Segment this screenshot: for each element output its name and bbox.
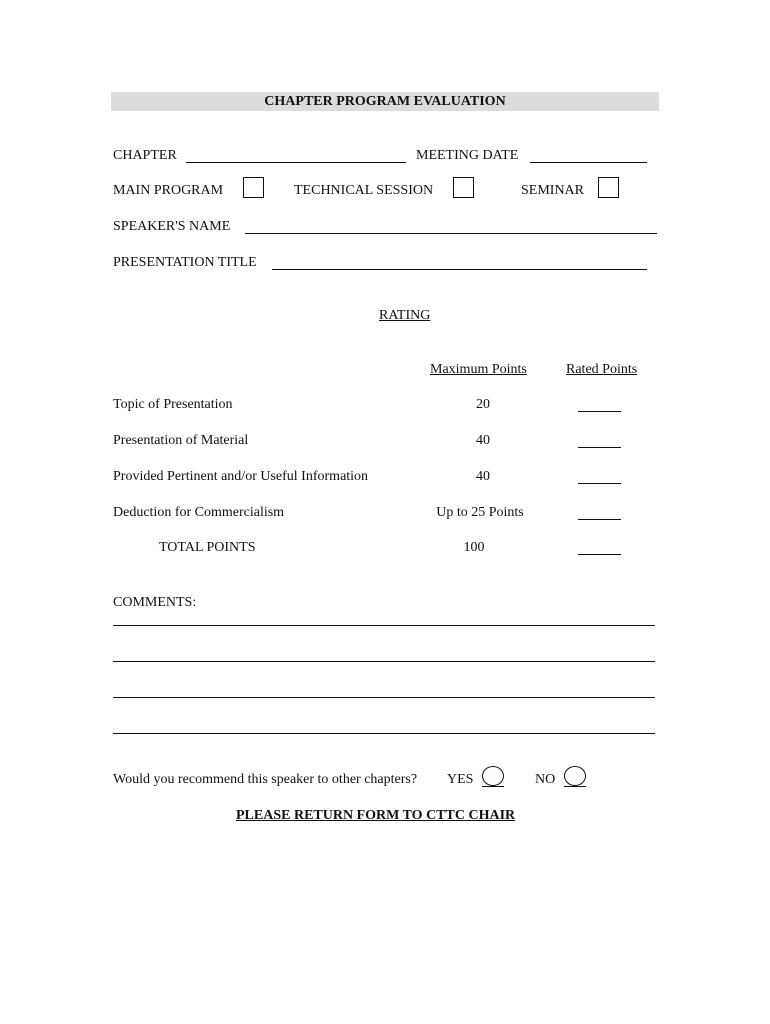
yes-radio[interactable] — [482, 766, 504, 786]
no-radio[interactable] — [564, 766, 586, 786]
row-max-material: 40 — [476, 433, 490, 448]
rated-points-header: Rated Points — [566, 362, 638, 377]
row-rated-total[interactable] — [578, 554, 621, 555]
main-program-checkbox[interactable] — [243, 177, 264, 198]
no-underline — [564, 786, 586, 787]
seminar-label: SEMINAR — [521, 183, 585, 198]
main-program-label: MAIN PROGRAM — [113, 183, 224, 198]
chapter-label: CHAPTER — [113, 148, 177, 163]
technical-session-checkbox[interactable] — [453, 177, 474, 198]
rating-heading: RATING — [379, 308, 431, 323]
max-points-header: Maximum Points — [430, 362, 527, 377]
row-label-commercialism: Deduction for Commercialism — [113, 505, 285, 520]
row-max-topic: 20 — [476, 397, 490, 412]
return-instruction: PLEASE RETURN FORM TO CTTC CHAIR — [236, 808, 516, 823]
form-title: CHAPTER PROGRAM EVALUATION — [111, 92, 659, 111]
meeting-date-label: MEETING DATE — [416, 148, 519, 163]
row-label-information: Provided Pertinent and/or Useful Information — [113, 469, 369, 484]
presentation-title-field[interactable] — [272, 269, 647, 270]
comments-label: COMMENTS: — [113, 595, 197, 610]
technical-session-label: TECHNICAL SESSION — [294, 183, 434, 198]
presentation-title-label: PRESENTATION TITLE — [113, 255, 257, 270]
no-label: NO — [535, 772, 556, 787]
seminar-checkbox[interactable] — [598, 177, 619, 198]
comments-line-2[interactable] — [113, 661, 655, 662]
speaker-name-field[interactable] — [245, 233, 657, 234]
row-label-total: TOTAL POINTS — [159, 540, 256, 555]
row-rated-information[interactable] — [578, 483, 621, 484]
yes-underline — [482, 786, 504, 787]
row-max-information: 40 — [476, 469, 490, 484]
recommend-question: Would you recommend this speaker to other chapters? — [113, 772, 418, 787]
speaker-name-label: SPEAKER'S NAME — [113, 219, 231, 234]
row-rated-topic[interactable] — [578, 411, 621, 412]
row-label-topic: Topic of Presentation — [113, 397, 233, 412]
row-label-material: Presentation of Material — [113, 433, 249, 448]
row-rated-commercialism[interactable] — [578, 519, 621, 520]
chapter-field[interactable] — [186, 162, 406, 163]
meeting-date-field[interactable] — [530, 162, 647, 163]
comments-line-3[interactable] — [113, 697, 655, 698]
row-rated-material[interactable] — [578, 447, 621, 448]
comments-line-4[interactable] — [113, 733, 655, 734]
comments-line-1[interactable] — [113, 625, 655, 626]
row-max-total: 100 — [463, 540, 485, 555]
row-max-commercialism: Up to 25 Points — [436, 505, 524, 520]
yes-label: YES — [447, 772, 474, 787]
